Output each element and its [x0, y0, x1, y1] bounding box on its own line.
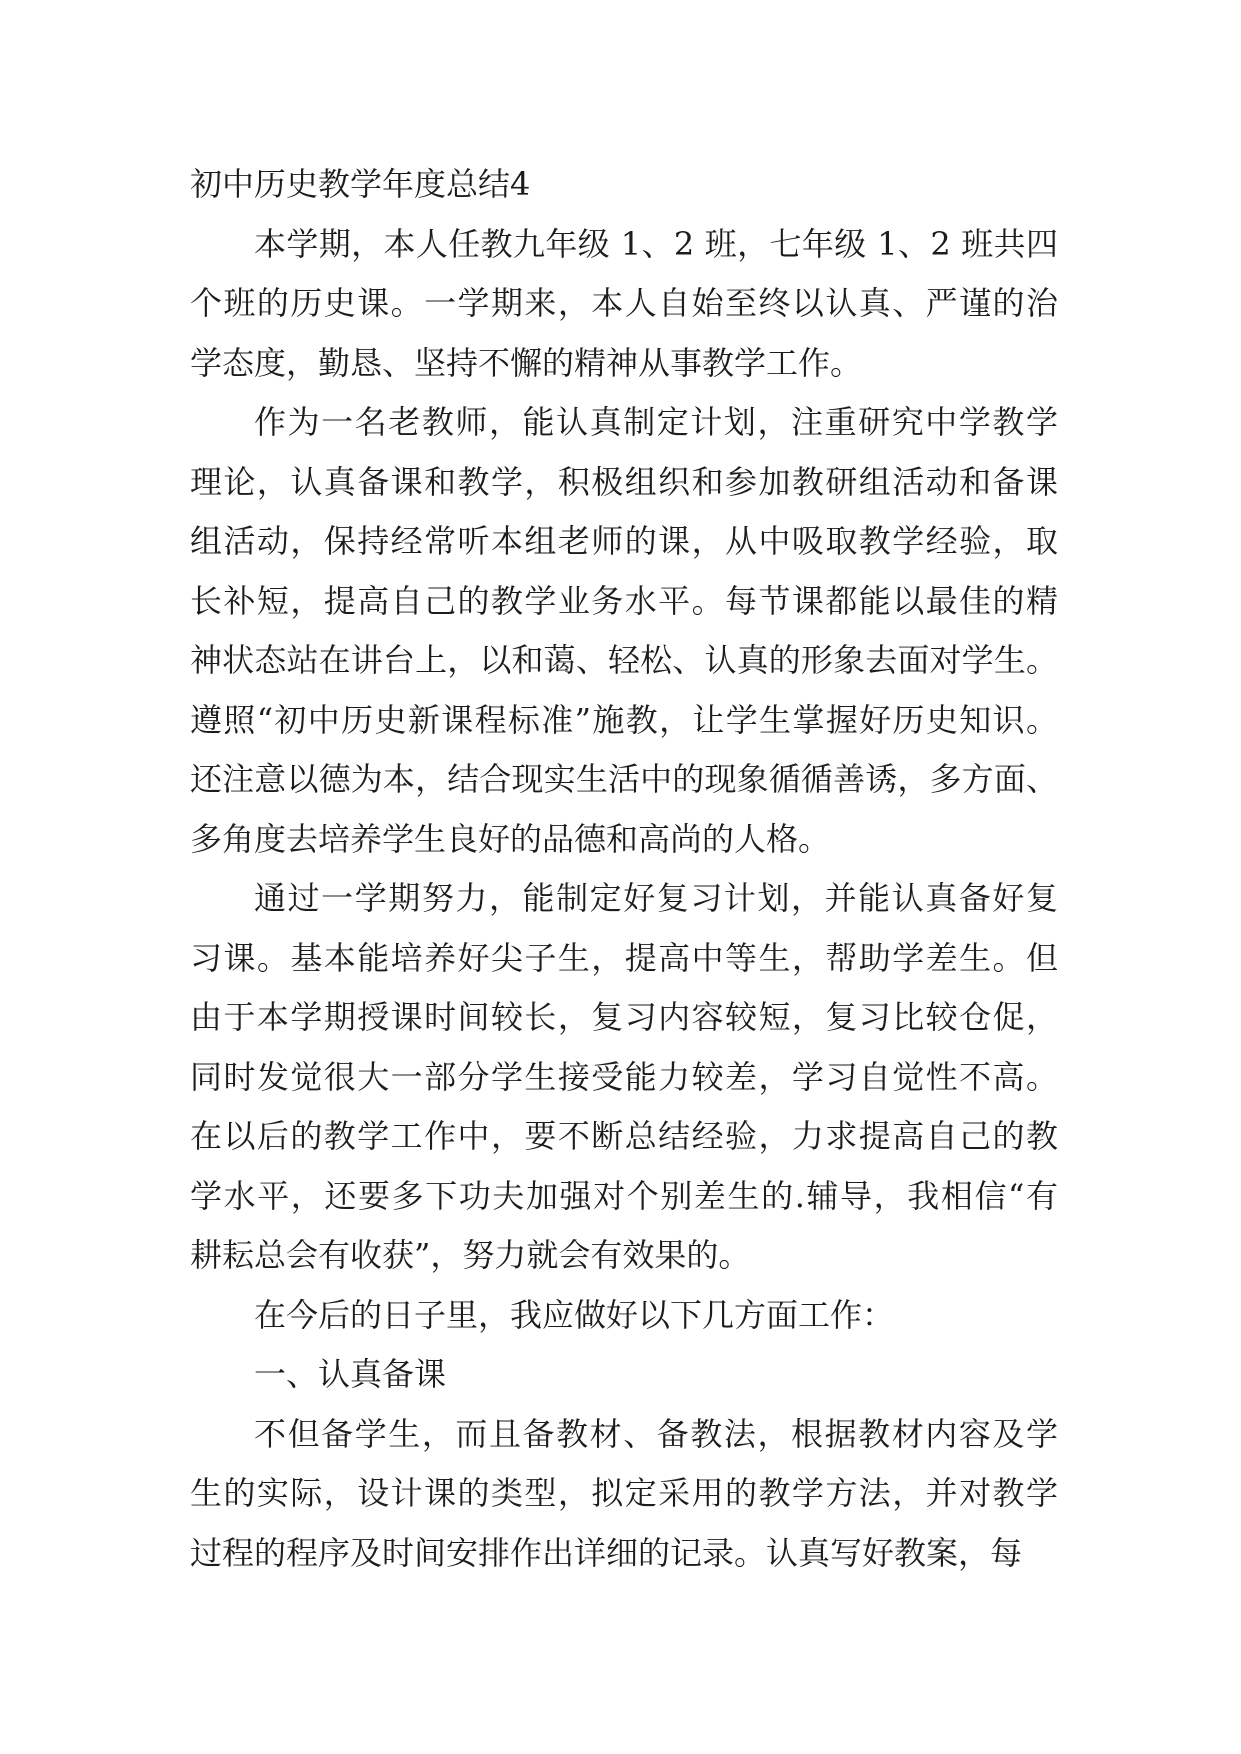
text-line: 本学期，本人任教九年级 1、2 班，七年级 1、2 班共四 — [254, 224, 1058, 263]
text-line: 同时发觉很大一部分学生接受能力较差，学习自觉性不高。 — [190, 1057, 1058, 1096]
text-line: 学水平，还要多下功夫加强对个别差生的.辅导，我相信“有 — [190, 1176, 1058, 1215]
paragraph — [190, 869, 1058, 1286]
text-line: 还注意以德为本，结合现实生活中的现象循循善诱，多方面、 — [190, 760, 1058, 798]
paragraph — [190, 393, 1058, 869]
text-line: 遵照“初中历史新课程标准”施教，让学生掌握好历史知识。 — [190, 700, 1058, 739]
text-line: 神状态站在讲台上，以和蔼、轻松、认真的形象去面对学生。 — [190, 641, 1058, 679]
text-line: 个班的历史课。一学期来，本人自始至终以认真、严谨的治 — [190, 284, 1058, 322]
text-line: 由于本学期授课时间较长，复习内容较短，复习比较仓促， — [190, 998, 1058, 1036]
text-line: 长补短，提高自己的教学业务水平。每节课都能以最佳的精 — [190, 581, 1058, 620]
paragraph — [190, 215, 1058, 394]
text-line: 通过一学期努力，能制定好复习计划，并能认真备好复 — [254, 879, 1058, 917]
text-line: 作为一名老教师，能认真制定计划，注重研究中学教学 — [254, 403, 1058, 441]
text-line: 习课。基本能培养好尖子生，提高中等生，帮助学差生。但 — [190, 938, 1058, 977]
text-line: 在以后的教学工作中，要不断总结经验，力求提高自己的教 — [190, 1117, 1058, 1155]
text-line: 生的实际，设计课的类型，拟定采用的教学方法，并对教学 — [190, 1474, 1058, 1512]
text-line: 多角度去培养学生良好的品德和高尚的人格。 — [190, 819, 831, 858]
text-line: 理论，认真备课和教学，积极组织和参加教研组活动和备课 — [190, 462, 1058, 501]
document-title: 初中历史教学年度总结4 — [190, 165, 531, 203]
text-line: 不但备学生，而且备教材、备教法，根据教材内容及学 — [254, 1414, 1058, 1453]
document-body — [190, 155, 1058, 1583]
text-line: 学态度，勤恳、坚持不懈的精神从事教学工作。 — [190, 343, 863, 382]
paragraph — [190, 1286, 1058, 1346]
paragraph — [190, 1345, 1058, 1405]
paragraph — [190, 1405, 1058, 1584]
text-line: 过程的程序及时间安排作出详细的记录。认真写好教案，每 — [190, 1533, 1023, 1572]
paragraph-list — [190, 215, 1058, 1584]
text-line: 组活动，保持经常听本组老师的课，从中吸取教学经验，取 — [190, 522, 1058, 560]
text-line: 一、认真备课 — [254, 1355, 447, 1393]
text-line: 耕耘总会有收获”，努力就会有效果的。 — [190, 1236, 751, 1274]
text-line: 在今后的日子里，我应做好以下几方面工作： — [254, 1295, 895, 1334]
